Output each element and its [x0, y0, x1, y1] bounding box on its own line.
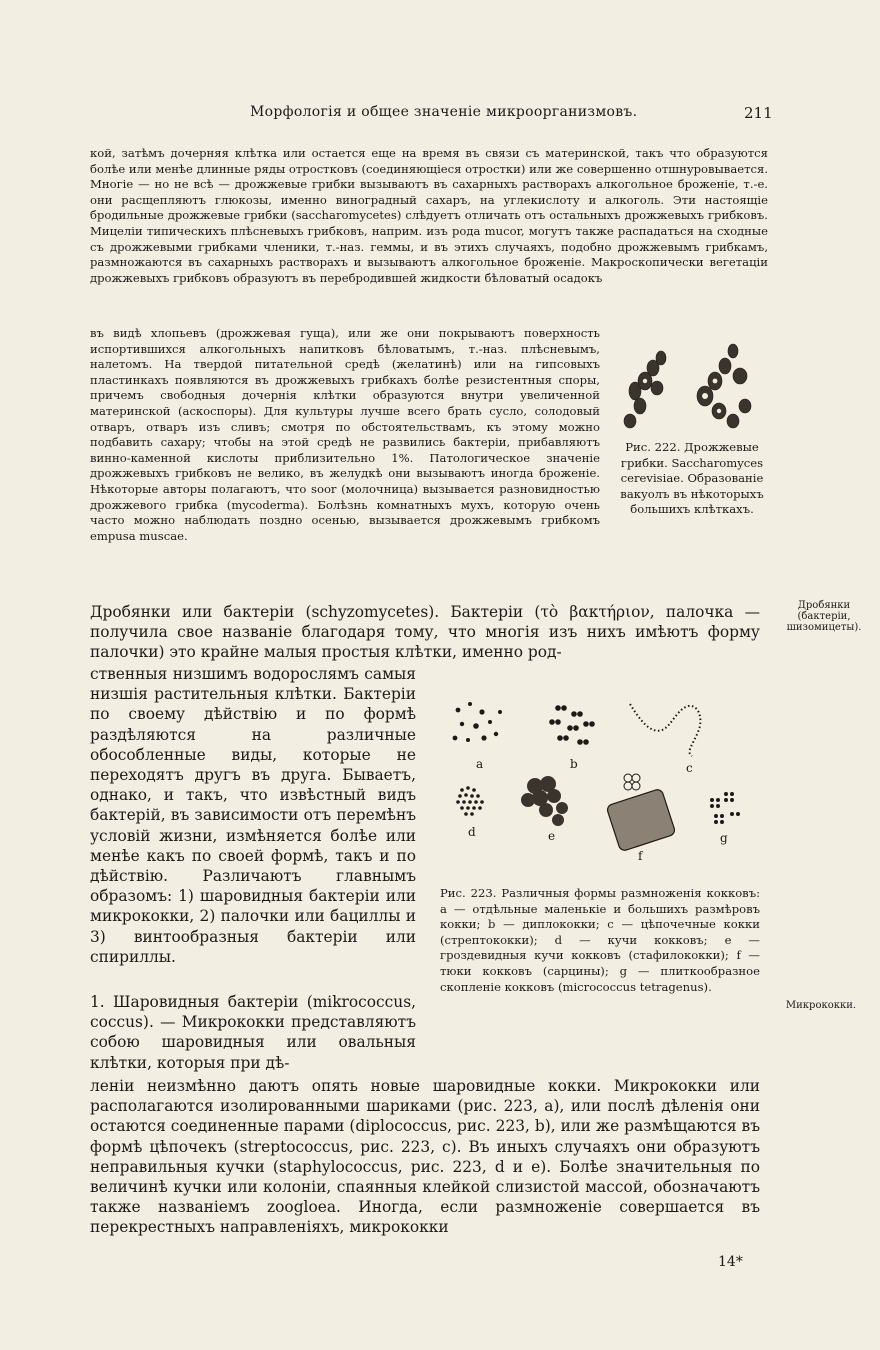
paragraph-yeast-budding: кой, затѣмъ дочерняя клѣтка или остается еще на время въ связи съ материнской, такъ что образуются болѣе или менѣе длинные ряды отростковъ (соединяющіеся отростки) или же совершенно отшнуровывается. Многіе — но не всѣ — дрожжевые грибки вызываютъ въ сахарныхъ растворахъ алкогольное броженіе, т.-е. они расщепляютъ глюкозы, именно виноградный сахаръ, на углекислоту и алкоголь. Эти настоящіе бродильные дрожжевые грибки (saccharomycetes) слѣдуетъ отличать отъ остальныхъ дрожжевыхъ грибковъ. Мицеліи типическихъ плѣсневыхъ грибковъ, наприм. изъ рода mucor, могутъ также распадаться на сходные съ дрожжевыми грибками членики, т.-наз. геммы, и въ этихъ случаяхъ, подобно дрожжевымъ грибкамъ, размножаются въ сахарныхъ растворахъ и вызываютъ алкогольное броженіе. Макроскопически вегетаціи дрожжевыхъ грибковъ образуютъ въ перебродившей жидкости бѣловатый осадокъ [90, 146, 768, 285]
page-header [0, 104, 880, 124]
paragraph-yeast-culture: въ видѣ хлопьевъ (дрожжевая гуща), или же они покрываютъ поверхность испортившихся алкогольныхъ напитковъ бѣловатымъ, т.-наз. плѣсневымъ, налетомъ. На твердой питательной средѣ (желатинѣ) или на гипсовыхъ пластинкахъ появляются въ дрожжевыхъ грибкахъ болѣе резистентныя споры, причемъ свободныя дочернія клѣтки образуются внутри увеличенной материнской (аскоспоры). Для культуры лучше всего брать сусло, солодовый отваръ, отваръ изъ сливъ; смотря по обстоятельствамъ, къ этому можно подбавить сахару; чтобы на этой средѣ не развились бактеріи, прибавляютъ винно-каменной кислоты приблизительно 1%. Патологическое значеніе дрожжевыхъ грибковъ не велико, въ желудкѣ они вызываютъ иногда броженіе. Нѣкоторые авторы полагаютъ, что soor (молочница) вызывается разновидностью дрожжевого грибка (mycoderma). Болѣзнь комнатныхъ мухъ, которую очень часто можно наблюдать поздно осенью, вызывается дрожжевымъ грибкомъ empusa muscae. [90, 326, 600, 543]
fig223-label-c: c [686, 761, 693, 775]
signature-mark: 14* [718, 1254, 743, 1270]
fig223-label-f: f [638, 849, 643, 863]
paragraph-micrococci-definition: 1. Шаровидныя бактеріи (mikrococcus, coccus). — Микрококки представляютъ собою шаровидныя или овальныя клѣтки, которыя при дѣ- [90, 993, 416, 1072]
paragraph-micrococci-arrangements: леніи неизмѣнно даютъ опять новые шаровидные кокки. Микрококки или располагаются изолированными шариками (рис. 223, a), или послѣ дѣленія они остаются соединенные парами (diplococcus, рис. 223, b), или же размѣщаются въ формѣ цѣпочекъ (streptococcus, рис. 223, c). Въ иныхъ случаяхъ они образуютъ неправильныя кучки (staphylococcus, рис. 223, d и e). Болѣе значительныя по величинѣ кучки или колоніи, спаянныя клейкой слизистой массой, обозначаютъ также названіемъ zoogloea. Иногда, если размноженіе совершается въ перекрестныхъ направленіяхъ, микрококки [90, 1077, 760, 1237]
fig223-label-e: e [548, 829, 556, 843]
page-number: 211 [744, 104, 773, 122]
figure-222-yeast-illustration [615, 336, 770, 436]
margin-note-micrococci: Микрококки. [785, 1000, 857, 1011]
fig223-label-d: d [468, 825, 476, 839]
paragraph-bacteria-intro: Дробянки или бактеріи (schyzomycetes). Бактеріи (τὸ βακτήριον, палочка — получила свое названіе благодаря тому, что многія изъ нихъ имѣютъ форму палочки) это крайне малыя простыя клѣтки, именно род- [90, 603, 760, 662]
fig223-label-b: b [570, 757, 578, 771]
fig223-label-g: g [720, 831, 728, 845]
fig223-label-a: a [476, 757, 484, 771]
margin-note-bacteria: Дробянки (бактеріи, шизомицеты). [786, 600, 862, 633]
figure-222-caption: Рис. 222. Дрожжевые грибки. Saccharomyces cerevisiae. Образованіе вакуолъ въ нѣкоторыхъ большихъ клѣткахъ. [620, 440, 764, 517]
running-title: Морфологія и общее значеніе микроорганизмовъ. [250, 104, 638, 120]
paragraph-bacteria-forms: ственныя низшимъ водорослямъ самыя низшія растительныя клѣтки. Бактеріи по своему дѣйствію и по формѣ раздѣляются на различные обособленные виды, которые не переходятъ другъ въ друга. Бываетъ, однако, и такъ, что извѣстный видъ бактерій, въ зависимости отъ перемѣнъ условій жизни, измѣняется болѣе или менѣе какъ по своей формѣ, такъ и по дѣйствію. Различаютъ главнымъ образомъ: 1) шаровидныя бактеріи или микрококки, 2) палочки или бациллы и 3) винтообразныя бактеріи или спириллы. [90, 665, 416, 966]
figure-223-cocci-illustration [440, 690, 760, 880]
figure-223-caption: Рис. 223. Различныя формы размноженія кокковъ: a — отдѣльные маленькіе и большихъ размѣровъ кокки; b — диплококки; c — цѣпочечные кокки (стрептококки); d — кучи кокковъ; e — гроздевидныя кучи кокковъ (стафилококки); f — тюки кокковъ (сарцины); g — плиткообразное скопленіе кокковъ (micrococcus tetragenus). [440, 886, 760, 994]
